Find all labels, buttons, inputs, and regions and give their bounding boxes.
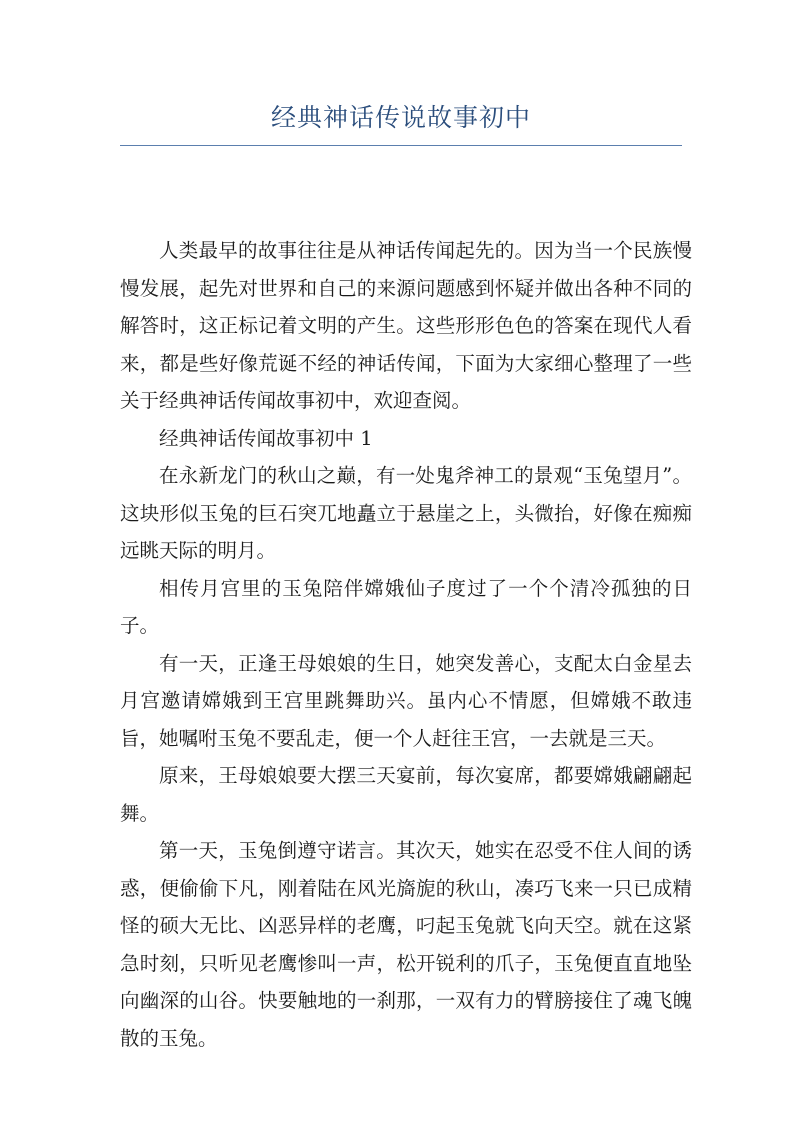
title-underline [120,145,682,146]
body-paragraph: 相传月宫里的玉兔陪伴嫦娥仙子度过了一个个清冷孤独的日子。 [120,576,692,637]
body-paragraph: 在永新龙门的秋山之巅，有一处鬼斧神工的景观“玉兔望月”。这块形似玉兔的巨石突兀地矗立于悬崖之上，头微抬，好像在痴痴远眺天际的明月。 [120,464,692,562]
body-paragraph: 第一天，玉兔倒遵守诺言。其次天，她实在忍受不住人间的诱惑，便偷偷下凡，刚着陆在风光旖旎的秋山，凑巧飞来一只已成精怪的硕大无比、凶恶异样的老鹰，叼起玉兔就飞向天空。就在这紧急时刻，只听见老鹰惨叫一声，松开锐利的爪子，玉兔便直直地坠向幽深的山谷。快要触地的一刹那，一双有力的臂膀接住了魂飞魄散的玉兔。 [120,839,692,1050]
document-body [120,232,692,1057]
body-paragraph: 原来，王母娘娘要大摆三天宴前，每次宴席，都要嫦娥翩翩起舞。 [120,764,692,825]
page-title: 经典神话传说故事初中 [270,103,531,132]
section-heading: 经典神话传闻故事初中 1 [159,426,373,450]
body-paragraph: 有一天，正逢王母娘娘的生日，她突发善心，支配太白金星去月宫邀请嫦娥到王宫里跳舞助兴。虽内心不情愿，但嫦娥不敢违旨，她嘱咐玉兔不要乱走，便一个人赶往王宫，一去就是三天。 [120,651,692,750]
intro-paragraph: 人类最早的故事往往是从神话传闻起先的。因为当一个民族慢慢发展，起先对世界和自己的来源问题感到怀疑并做出各种不同的解答时，这正标记着文明的产生。这些形形色色的答案在现代人看来，都是些好像荒诞不经的神话传闻，下面为大家细心整理了一些关于经典神话传闻故事初中，欢迎查阅。 [120,239,692,412]
